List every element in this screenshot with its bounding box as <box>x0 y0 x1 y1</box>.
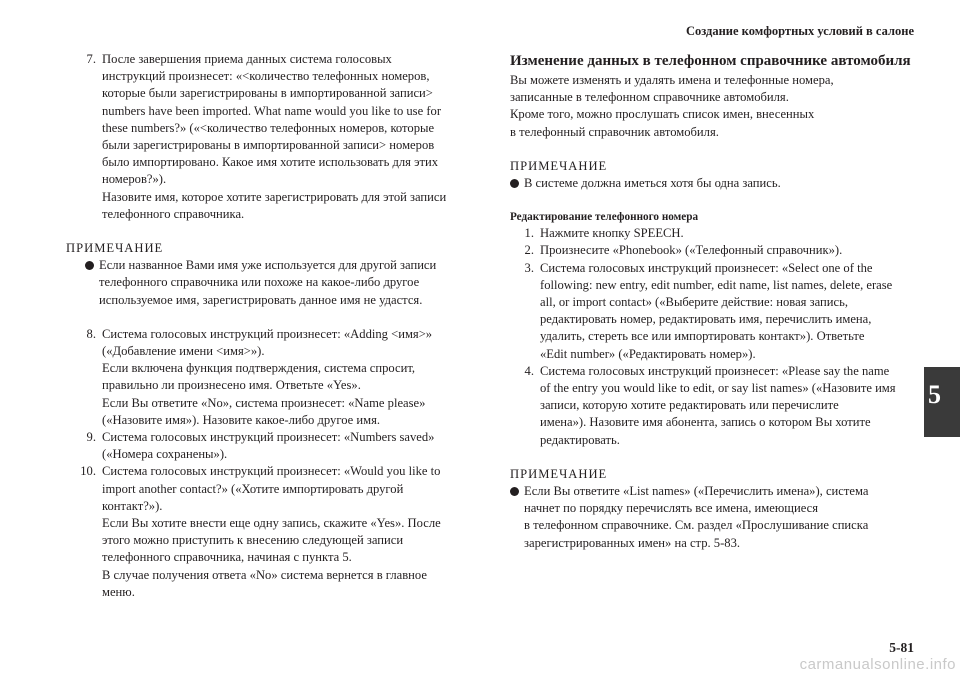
text-line: правильно ли произнесено имя. Ответьте «Yes». <box>102 378 361 393</box>
text-line: удалить, стереть все или импортировать контакт»). Ответьте <box>540 329 865 344</box>
text-line: В системе должна иметься хотя бы одна запись. <box>524 176 781 191</box>
text-line: записи, которую хотите редактировать или перечислите <box>540 398 839 413</box>
text-line: «Edit number» («Редактировать номер»). <box>540 346 756 361</box>
text-line: телефонного справочника, начиная с пункта 5. <box>102 550 352 565</box>
step-number: 4. <box>524 363 534 378</box>
text-line: Система голосовых инструкций произнесет: «Would you like to <box>102 464 441 479</box>
step-2 <box>510 242 916 259</box>
page-header: Создание комфортных условий в салоне <box>685 24 914 38</box>
chapter-tab <box>924 367 960 437</box>
text-line: Кроме того, можно прослушать список имен, внесенных <box>510 107 815 122</box>
text-line: Если Вы ответите «List names» («Перечислить имена»), система <box>524 484 869 499</box>
note-title: ПРИМЕЧАНИЕ <box>510 158 608 173</box>
note-bullet <box>510 483 916 552</box>
text-line: Если включена функция подтверждения, система спросит, <box>102 361 416 376</box>
text-line: («Назовите имя»). Назовите какое-либо другое имя. <box>102 412 381 427</box>
step-number: 1. <box>524 226 534 241</box>
text-line: Система голосовых инструкций произнесет: «Please say the name <box>540 363 890 378</box>
text-line: имена»). Назовите имя абонента, запись о котором Вы хотите <box>540 415 871 430</box>
text-line: в телефонном справочнике. См. раздел «Прослушивание списка <box>524 518 869 533</box>
text-line: После завершения приема данных система голосовых <box>102 52 392 66</box>
step-number: 9. <box>86 430 96 445</box>
text-line: («Добавление имени <имя>»). <box>102 344 265 359</box>
step-1 <box>510 225 916 242</box>
text-line: Произнесите «Phonebook» («Телефонный справочник»). <box>540 243 843 258</box>
watermark: carmanualsonline.info <box>799 656 956 673</box>
note-title: ПРИМЕЧАНИЕ <box>66 241 164 256</box>
text-line: меню. <box>102 584 135 599</box>
text-line: телефонного справочника или похоже на какое-либо другое <box>99 275 420 290</box>
step-number: 7. <box>86 52 96 66</box>
text-line: в телефонный справочник автомобиля. <box>510 124 719 139</box>
left-column <box>66 51 482 601</box>
text-line: было импортировано. Какое имя хотите использовать для этих <box>102 155 439 170</box>
chapter-number: 5 <box>928 380 941 409</box>
note-bullet <box>66 257 482 309</box>
text-line: записанные в телефонном справочнике автомобиля. <box>510 90 789 105</box>
bullet-icon <box>510 179 519 188</box>
page-number: 5-81 <box>889 640 914 655</box>
intro-paragraph <box>510 72 916 141</box>
text-line: зарегистрированных имен» на стр. 5-83. <box>524 535 741 550</box>
text-line: этого можно приступить к внесению следующей записи <box>102 533 404 548</box>
step-9 <box>66 429 482 463</box>
text-line: all, or import contact» («Выберите действие: новая запись, <box>540 295 848 310</box>
text-line: Нажмите кнопку SPEECH. <box>540 226 684 241</box>
text-line: контакт?»). <box>102 498 163 513</box>
text-line: import another contact?» («Хотите импортировать другой <box>102 481 404 496</box>
text-line: these numbers?» («<количество телефонных номеров, которые <box>102 120 435 135</box>
text-line: редактировать номер, редактировать имя, перечислить имена, <box>540 312 872 327</box>
text-line: инструкций произнесет: «<количество телефонных номеров, <box>102 69 430 84</box>
text-line: Система голосовых инструкций произнесет: «Adding <имя>» <box>102 326 433 341</box>
step-3 <box>510 260 916 363</box>
text-line: были зарегистрированы в импортированной записи> номеров <box>102 138 435 153</box>
step-8 <box>66 326 482 429</box>
text-line: редактировать. <box>540 432 620 447</box>
step-number: 3. <box>524 260 534 275</box>
text-line: Назовите имя, которое хотите зарегистрировать для этой записи <box>102 189 447 204</box>
step-7 <box>66 51 482 223</box>
bullet-icon <box>85 261 94 270</box>
text-line: начнет по порядку перечислять все имена, имеющиеся <box>524 501 818 516</box>
right-column <box>510 51 916 552</box>
section-heading: Изменение данных в телефонном справочнике автомобиля <box>510 53 911 69</box>
text-line: Если Вы хотите внести еще одну запись, скажите «Yes». После <box>102 516 441 531</box>
text-line: Если названное Вами имя уже используется для другой записи <box>99 258 437 273</box>
text-line: Вы можете изменять и удалять имена и телефонные номера, <box>510 73 834 87</box>
text-line: following: new entry, edit number, edit name, list names, delete, erase <box>540 277 893 292</box>
step-number: 8. <box>86 326 96 341</box>
step-4 <box>510 363 916 449</box>
step-number: 10. <box>80 464 96 479</box>
text-line: Система голосовых инструкций произнесет: «Numbers saved» <box>102 430 435 445</box>
step-number: 2. <box>524 243 534 258</box>
text-line: of the entry you would like to edit, or say list names» («Назовите имя <box>540 381 896 396</box>
text-line: телефонного справочника. <box>102 206 245 221</box>
text-line: номеров?»). <box>102 172 167 187</box>
text-line: numbers have been imported. What name would you like to use for <box>102 103 442 118</box>
note-bullet <box>510 175 916 192</box>
text-line: Если Вы ответите «No», система произнесет: «Name please» <box>102 395 426 410</box>
text-line: («Номера сохранены»). <box>102 447 228 462</box>
text-line: Система голосовых инструкций произнесет: «Select one of the <box>540 260 873 275</box>
subsection-heading: Редактирование телефонного номера <box>510 211 699 224</box>
step-10 <box>66 463 482 601</box>
bullet-icon <box>510 487 519 496</box>
text-line: В случае получения ответа «No» система вернется в главное <box>102 567 427 582</box>
text-line: которые были зарегистрированы в импортированной записи> <box>102 86 433 101</box>
note-title: ПРИМЕЧАНИЕ <box>510 466 608 481</box>
text-line: используемое имя, зарегистрировать данное имя не удастся. <box>99 292 423 307</box>
